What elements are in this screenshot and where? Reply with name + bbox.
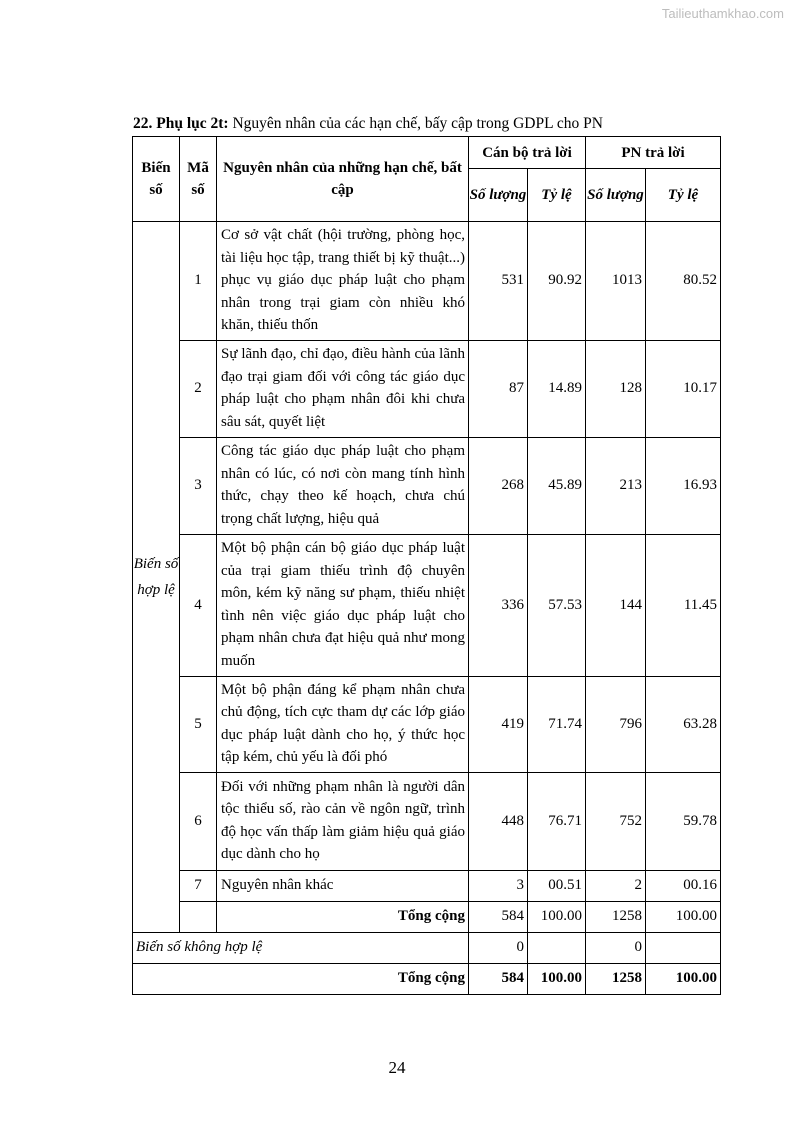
row-pn-count: 752 [586, 772, 646, 870]
caption-text: Nguyên nhân của các hạn chế, bấy cập trong GDPL cho PN [228, 115, 603, 132]
table-row [133, 870, 721, 901]
header-ma-so: Mã số [180, 137, 217, 222]
row-cb-rate: 90.92 [528, 222, 586, 341]
row-pn-rate: 16.93 [646, 437, 721, 534]
row-cb-rate: 45.89 [528, 437, 586, 534]
page-number: 24 [388, 1058, 406, 1077]
header-bien-so: Biến số [133, 137, 180, 222]
row-cb-rate: 71.74 [528, 676, 586, 772]
row-cb-rate: 76.71 [528, 772, 586, 870]
subtotal-row [133, 901, 721, 932]
row-pn-count: 213 [586, 437, 646, 534]
row-reason: Nguyên nhân khác [217, 870, 469, 901]
row-reason: Một bộ phận cán bộ giáo dục pháp luật của trại giam thiếu trình độ chuyên môn, kém kỹ năng sư phạm, thiếu nhiệt tình nên việc giáo dục pháp luật cho phạm nhân chưa đạt hiệu quả như mong muốn [217, 534, 469, 676]
table-caption [133, 114, 733, 134]
row-code: 3 [180, 437, 217, 534]
row-reason: Một bộ phận đáng kể phạm nhân chưa chủ động, tích cực tham dự các lớp giáo dục pháp luật dành cho họ, ý thức học tập kém, chủ yếu là đối phó [217, 676, 469, 772]
row-pn-rate: 00.16 [646, 870, 721, 901]
table-row [133, 222, 721, 341]
row-pn-rate: 11.45 [646, 534, 721, 676]
row-code: 6 [180, 772, 217, 870]
subtotal-pn-rate: 100.00 [646, 901, 721, 932]
table-row [133, 772, 721, 870]
header-pn: PN trả lời [586, 137, 721, 169]
table-row [133, 437, 721, 534]
total-label: Tổng cộng [133, 963, 469, 994]
row-code: 5 [180, 676, 217, 772]
row-code: 1 [180, 222, 217, 341]
invalid-label: Biến số không hợp lệ [133, 932, 469, 963]
row-cb-count: 87 [469, 340, 528, 437]
invalid-row [133, 932, 721, 963]
row-code: 7 [180, 870, 217, 901]
subtotal-label: Tổng cộng [217, 901, 469, 932]
row-pn-count: 128 [586, 340, 646, 437]
row-pn-rate: 59.78 [646, 772, 721, 870]
row-pn-count: 144 [586, 534, 646, 676]
row-reason: Đối với những phạm nhân là người dân tộc thiểu số, rào cản về ngôn ngữ, trình độ học vấn thấp làm giảm hiệu quả giáo dục dành cho họ [217, 772, 469, 870]
row-cb-count: 448 [469, 772, 528, 870]
row-cb-rate: 14.89 [528, 340, 586, 437]
invalid-cb-count: 0 [469, 932, 528, 963]
group-label: Biến số hợp lệ [133, 222, 180, 933]
table-row [133, 534, 721, 676]
row-cb-count: 419 [469, 676, 528, 772]
row-pn-count: 796 [586, 676, 646, 772]
row-cb-rate: 00.51 [528, 870, 586, 901]
row-reason: Công tác giáo dục pháp luật cho phạm nhân có lúc, có nơi còn mang tính hình thức, chạy theo kế hoạch, chưa chú trọng chất lượng, hiệu quả [217, 437, 469, 534]
total-pn-count: 1258 [586, 963, 646, 994]
header-pn-ty-le: Tỷ lệ [646, 169, 721, 222]
row-code: 4 [180, 534, 217, 676]
subtotal-code-cell [180, 901, 217, 932]
row-cb-rate: 57.53 [528, 534, 586, 676]
total-cb-count: 584 [469, 963, 528, 994]
table-row [133, 676, 721, 772]
invalid-cb-rate [528, 932, 586, 963]
watermark: Tailieuthamkhao.com [661, 6, 784, 21]
invalid-pn-count: 0 [586, 932, 646, 963]
subtotal-cb-rate: 100.00 [528, 901, 586, 932]
total-pn-rate: 100.00 [646, 963, 721, 994]
row-pn-rate: 10.17 [646, 340, 721, 437]
header-cb-so-luong: Số lượng [469, 169, 528, 222]
header-nguyen-nhan: Nguyên nhân của những hạn chế, bất cập [217, 137, 469, 222]
row-code: 2 [180, 340, 217, 437]
row-pn-count: 1013 [586, 222, 646, 341]
subtotal-cb-count: 584 [469, 901, 528, 932]
survey-table [132, 136, 721, 995]
row-cb-count: 3 [469, 870, 528, 901]
row-cb-count: 531 [469, 222, 528, 341]
row-pn-count: 2 [586, 870, 646, 901]
row-cb-count: 268 [469, 437, 528, 534]
invalid-pn-rate [646, 932, 721, 963]
row-cb-count: 336 [469, 534, 528, 676]
caption-label: 22. Phụ lục 2t: [133, 115, 229, 132]
subtotal-pn-count: 1258 [586, 901, 646, 932]
header-cb-ty-le: Tỷ lệ [528, 169, 586, 222]
total-row [133, 963, 721, 994]
header-pn-so-luong: Số lượng [586, 169, 646, 222]
row-reason: Cơ sở vật chất (hội trường, phòng học, tài liệu học tập, trang thiết bị kỹ thuật...) phục vụ giáo dục pháp luật cho phạm nhân trong trại giam còn nhiều khó khăn, thiếu thốn [217, 222, 469, 341]
table-row [133, 340, 721, 437]
header-can-bo: Cán bộ trả lời [469, 137, 586, 169]
row-pn-rate: 80.52 [646, 222, 721, 341]
row-reason: Sự lãnh đạo, chỉ đạo, điều hành của lãnh đạo trại giam đối với công tác giáo dục pháp luật cho phạm nhân đôi khi chưa sâu sát, quyết liệt [217, 340, 469, 437]
total-cb-rate: 100.00 [528, 963, 586, 994]
row-pn-rate: 63.28 [646, 676, 721, 772]
